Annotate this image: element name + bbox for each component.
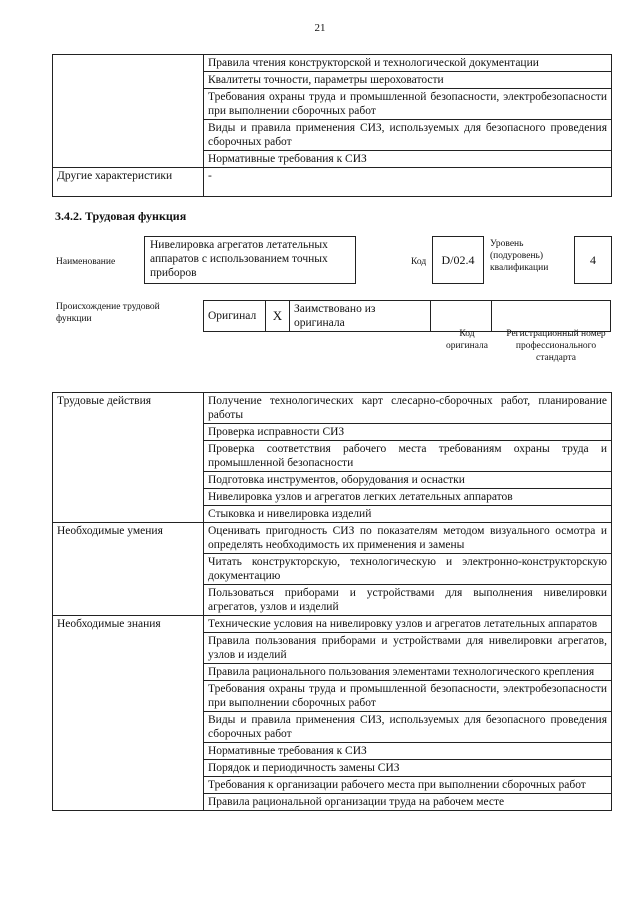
knowledge-item: Нормативные требования к СИЗ [204, 743, 612, 760]
registration-caption: Регистрационный номер профессионального стандарта [506, 329, 606, 363]
skill-item: Пользоваться приборами и устройствами для выполнения нивелировки агрегатов, узлов и изделий [204, 585, 612, 616]
knowledge-label: Необходимые знания [53, 616, 204, 811]
action-item: Стыковка и нивелировка изделий [204, 506, 612, 523]
top-item: Нормативные требования к СИЗ [204, 151, 612, 168]
code-value: D/02.4 [441, 252, 475, 267]
original-label: Оригинал [204, 301, 266, 332]
other-characteristics-value: - [204, 168, 612, 197]
knowledge-item: Правила рациональной организации труда на рабочем месте [204, 794, 612, 811]
origin-label: Происхождение трудовой функции [56, 302, 160, 324]
top-item: Виды и правила применения СИЗ, используемых для безопасного проведения сборочных работ [204, 120, 612, 151]
knowledge-item: Требования охраны труда и промышленной безопасности, электробезопасности при выполнении сборочных работ [204, 681, 612, 712]
skills-label: Необходимые умения [53, 523, 204, 616]
registration-number-cell [492, 301, 611, 332]
knowledge-item: Правила пользования приборами и устройствами для нивелировки агрегатов, узлов и изделий [204, 633, 612, 664]
original-code-cell [431, 301, 492, 332]
actions-label: Трудовые действия [53, 393, 204, 523]
code-label: Код [411, 257, 427, 267]
name-label: Наименование [56, 257, 116, 267]
section-title: 3.4.2. Трудовая функция [55, 209, 187, 223]
level-label: Уровень (подуровень) квалификации [490, 239, 549, 273]
knowledge-item: Технические условия на нивелировку узлов и агрегатов летательных аппаратов [204, 616, 612, 633]
action-item: Проверка соответствия рабочего места требованиям охраны труда и промышленной безопасности [204, 441, 612, 472]
action-item: Подготовка инструментов, оборудования и оснастки [204, 472, 612, 489]
knowledge-item: Требования к организации рабочего места при выполнении сборочных работ [204, 777, 612, 794]
borrowed-label: Заимствовано из оригинала [290, 301, 431, 332]
level-box [574, 236, 612, 284]
top-item: Требования охраны труда и промышленной безопасности, электробезопасности при выполнении сборочных работ [204, 89, 612, 120]
level-value: 4 [590, 252, 596, 267]
original-mark: X [266, 301, 290, 332]
action-item: Проверка исправности СИЗ [204, 424, 612, 441]
top-table [52, 54, 612, 197]
empty-label-cell [53, 55, 204, 168]
function-name-box [144, 236, 356, 284]
other-characteristics-label: Другие характеристики [53, 168, 204, 197]
action-item: Получение технологических карт слесарно-сборочных работ, планирование работы [204, 393, 612, 424]
skill-item: Оценивать пригодность СИЗ по показателям методом визуального осмотра и определять необходимость их применения и замены [204, 523, 612, 554]
code-original-caption: Код оригинала [446, 329, 488, 351]
page-number: 21 [314, 22, 326, 34]
knowledge-item: Правила рационального пользования элементами технологического крепления [204, 664, 612, 681]
function-name: Нивелировка агрегатов летательных аппаратов с использованием точных приборов [150, 239, 328, 279]
main-table [52, 392, 612, 811]
action-item: Нивелировка узлов и агрегатов легких летательных аппаратов [204, 489, 612, 506]
code-box [432, 236, 484, 284]
skill-item: Читать конструкторскую, технологическую и электронно-конструкторскую документацию [204, 554, 612, 585]
top-item: Правила чтения конструкторской и технологической документации [204, 55, 612, 72]
top-item: Квалитеты точности, параметры шероховатости [204, 72, 612, 89]
knowledge-item: Порядок и периодичность замены СИЗ [204, 760, 612, 777]
knowledge-item: Виды и правила применения СИЗ, используемых для безопасного проведения сборочных работ [204, 712, 612, 743]
